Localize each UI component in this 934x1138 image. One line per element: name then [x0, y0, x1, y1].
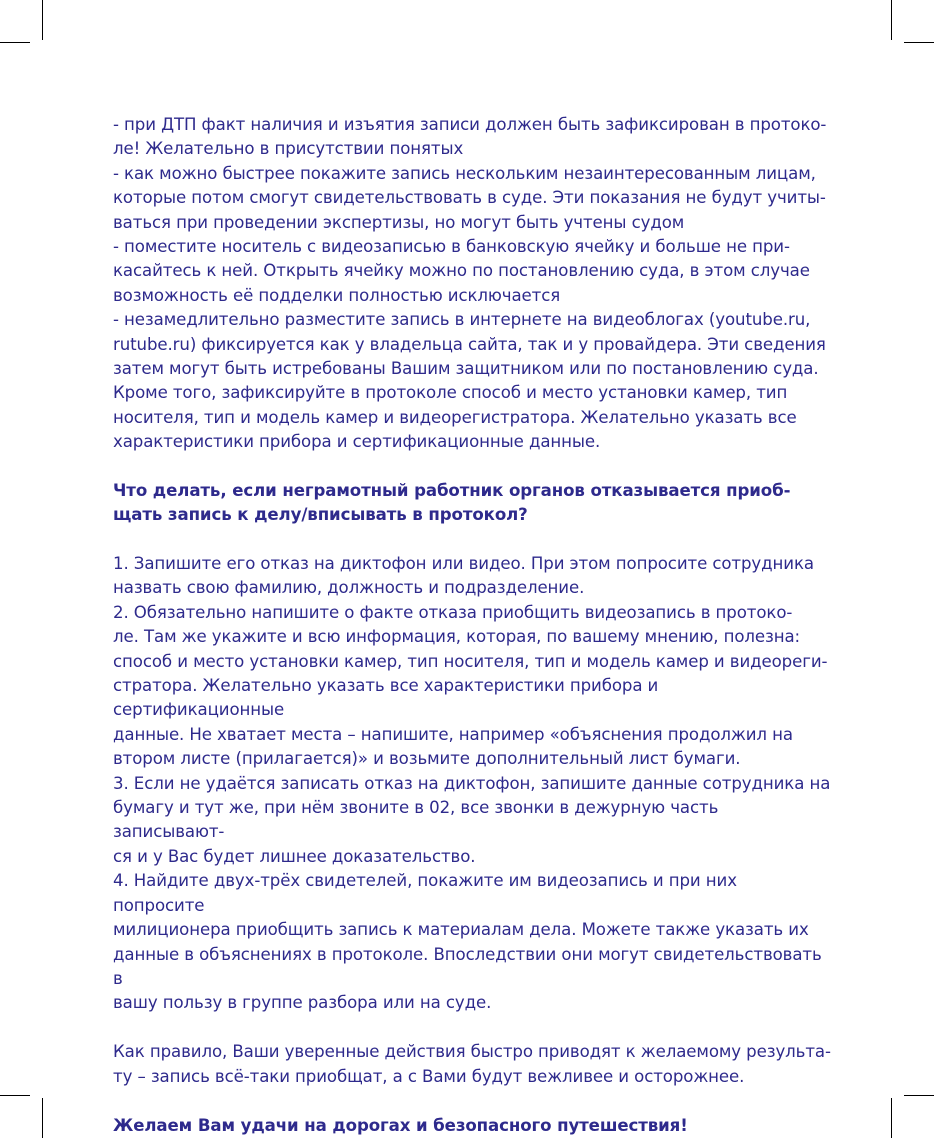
text-line: - при ДТП факт наличия и изъятия записи должен быть зафиксирован в протоко- — [113, 115, 827, 134]
text-line: 2. Обязательно напишите о факте отказа приобщить видеозапись в протоко- — [113, 602, 793, 622]
crop-mark — [891, 0, 892, 40]
text-line: ту – запись всё-таки приобщат, а с Вами будут вежливее и осторожнее. — [113, 1066, 745, 1086]
text-line: бумагу и тут же, при нём звоните в 02, все звонки в дежурную часть записывают- — [113, 798, 719, 842]
text-line: 4. Найдите двух-трёх свидетелей, покажите им видеозапись и при них попросите — [113, 871, 737, 915]
crop-mark — [0, 1095, 30, 1096]
spacer — [113, 455, 833, 479]
summary-section — [113, 1040, 833, 1089]
text-line: Кроме того, зафиксируйте в протоколе способ и место установки камер, тип — [113, 383, 788, 403]
heading-line: щать запись к делу/вписывать в протокол? — [113, 505, 528, 525]
text-line: которые потом смогут свидетельствовать в суде. Эти показания не будут учиты- — [113, 188, 826, 208]
heading-line: Что делать, если неграмотный работник органов отказывается приоб- — [113, 480, 791, 500]
text-line: способ и место установки камер, тип носителя, тип и модель камер и видеореги- — [113, 651, 828, 671]
steps-section — [113, 552, 833, 1016]
text-line: втором листе (прилагается)» и возьмите дополнительный лист бумаги. — [113, 749, 741, 769]
text-line: ле. Там же укажите и всю информация, которая, по вашему мнению, полезна: — [113, 627, 801, 647]
spacer — [113, 1089, 833, 1114]
text-line: 3. Если не удаётся записать отказ на диктофон, запишите данные сотрудника на — [113, 773, 831, 793]
crop-mark — [891, 1098, 892, 1138]
text-line: характеристики прибора и сертификационные данные. — [113, 432, 601, 452]
spacer — [113, 528, 833, 553]
document-body — [113, 113, 833, 1138]
text-line: назвать свою фамилию, должность и подразделение. — [113, 578, 585, 598]
text-line: - как можно быстрее покажите запись нескольким незаинтересованным лицам, — [113, 163, 816, 183]
crop-mark — [904, 42, 934, 43]
text-line: носителя, тип и модель камер и видеорегистратора. Желательно указать все — [113, 407, 797, 427]
text-line: милиционера приобщить запись к материалам дела. Можете также указать их — [113, 920, 809, 940]
crop-mark — [0, 42, 30, 43]
intro-section — [113, 113, 833, 455]
text-line: касайтесь к ней. Открыть ячейку можно по постановлению суда, в этом случае — [113, 261, 810, 281]
text-line: - незамедлительно разместите запись в интернете на видеоблогах (youtube.ru, — [113, 310, 811, 330]
text-line: - поместите носитель с видеозаписью в банковскую ячейку и больше не при- — [113, 237, 790, 257]
text-line: 1. Запишите его отказ на диктофон или видео. При этом попросите сотрудника — [113, 554, 814, 573]
section-heading — [113, 479, 833, 528]
text-line: затем могут быть истребованы Вашим защитником или по постановлению суда. — [113, 359, 819, 379]
text-line: стратора. Желательно указать все характеристики прибора и сертификационные — [113, 676, 659, 720]
text-line: rutube.ru) фиксируется как у владельца сайта, так и у провайдера. Эти сведения — [113, 334, 826, 354]
text-line: Как правило, Ваши уверенные действия быстро приводят к желаемому результа- — [113, 1042, 831, 1062]
text-line: вашу пользу в группе разбора или на суде. — [113, 993, 492, 1013]
text-line: ся и у Вас будет лишнее доказательство. — [113, 846, 476, 866]
text-line: данные. Не хватает места – напишите, например «объяснения продолжил на — [113, 724, 793, 744]
crop-mark — [904, 1095, 934, 1096]
text-line: ваться при проведении экспертизы, но могут быть учтены судом — [113, 212, 685, 232]
closing-line: Желаем Вам удачи на дорогах и безопасного путешествия! — [113, 1115, 688, 1135]
spacer — [113, 1016, 833, 1041]
text-line: возможность её подделки полностью исключается — [113, 285, 561, 305]
crop-mark — [42, 0, 43, 40]
text-line: ле! Желательно в присутствии понятых — [113, 139, 464, 159]
text-line: данные в объяснениях в протоколе. Впоследствии они могут свидетельствовать в — [113, 944, 822, 988]
crop-mark — [42, 1098, 43, 1138]
